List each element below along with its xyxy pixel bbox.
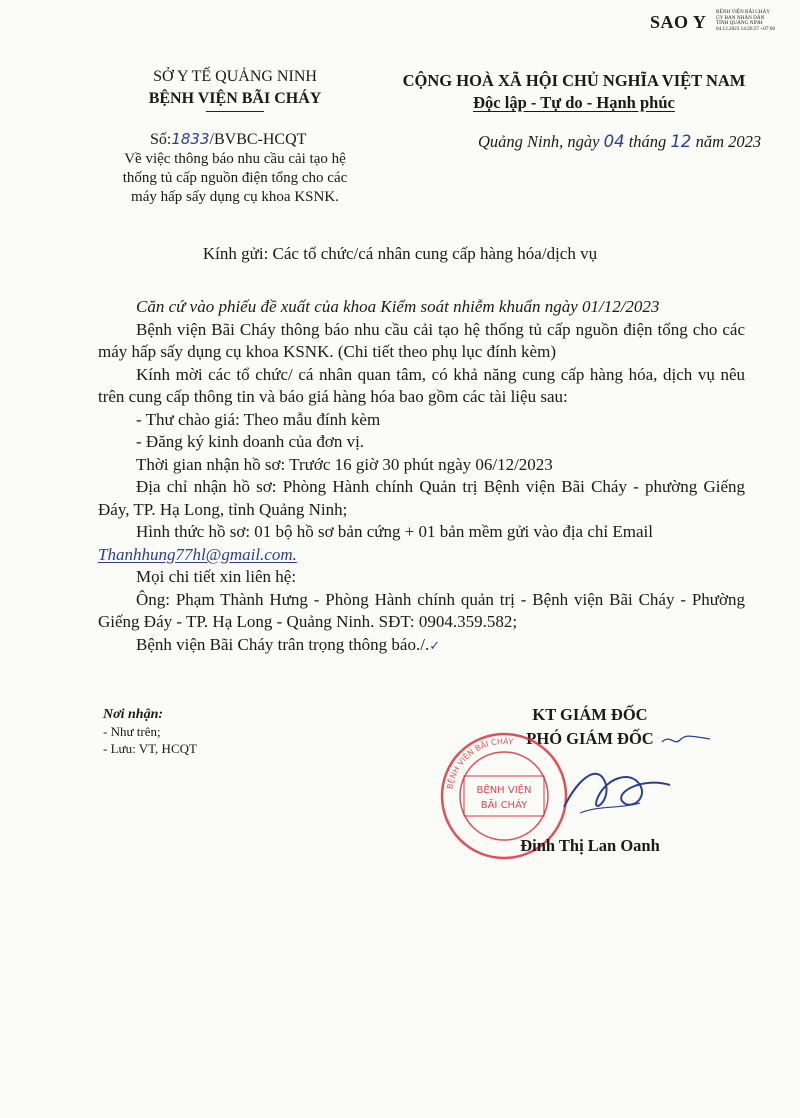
legal-basis: Căn cứ vào phiếu đề xuất của khoa Kiểm soát nhiễm khuẩn ngày 01/12/2023: [136, 297, 660, 316]
issue-date: [478, 132, 761, 152]
initials-mark: ✓: [429, 638, 441, 654]
email-line: [98, 544, 745, 567]
agency-name: SỞ Y TẾ QUẢNG NINH: [153, 68, 317, 85]
number-prefix: Số:: [150, 131, 172, 148]
seal-center-line: BỆNH VIỆN: [476, 785, 532, 796]
stamp-details: [716, 10, 798, 32]
date-day: 04: [603, 132, 625, 151]
contact-intro: Mọi chi tiết xin liên hệ:: [136, 567, 297, 586]
copy-stamp: [650, 6, 795, 36]
signer-title: PHÓ GIÁM ĐỐC: [526, 729, 654, 748]
stamp-line: 04.12.2023 14:26:37 +07:00: [716, 25, 776, 32]
stamp-line: BỆNH VIỆN BÃI CHÁY: [716, 9, 770, 15]
number-suffix: /BVBC-HCQT: [209, 131, 307, 148]
hospital-name: BỆNH VIỆN BÃI CHÁY: [148, 90, 322, 107]
stamp-line: TỈNH QUẢNG NINH: [716, 20, 763, 27]
submission-address: Địa chỉ nhận hồ sơ: Phòng Hành chính Quản trị Bệnh viện Bãi Cháy - phường Giếng Đáy, TP. Hạ Long, tỉnh Quảng Ninh;: [98, 477, 745, 519]
national-header: [388, 70, 760, 114]
closing-text: Bệnh viện Bãi Cháy trân trọng thông báo./.: [136, 634, 430, 654]
svg-text:BỆNH VIỆN BÃI CHÁY: [445, 735, 514, 790]
salutation: Kính gửi: Các tổ chức/cá nhân cung cấp hàng hóa/dịch vụ: [202, 244, 598, 263]
country-name: CỘNG HOÀ XÃ HỘI CHỦ NGHĨA VIỆT NAM: [402, 71, 746, 90]
signer-name: Đinh Thị Lan Oanh: [520, 836, 660, 855]
bullet-item: - Đăng ký kinh doanh của đơn vị.: [136, 432, 365, 451]
recipients-heading: Nơi nhận:: [103, 707, 164, 722]
seal-ring-text: BỆNH VIỆN BÃI CHÁY: [445, 736, 514, 790]
copy-label: SAO Y: [650, 12, 707, 32]
document-subject: Về việc thông báo nhu cầu cải tạo hệ thống tủ cấp nguồn điện tổng cho các máy hấp sấy dụng cụ khoa KSNK.: [122, 151, 348, 205]
motto-text: Độc lập - Tự do - Hạnh phúc: [473, 93, 675, 112]
national-motto: [388, 92, 760, 114]
date-prefix: Quảng Ninh, ngày: [478, 132, 600, 151]
date-month-word: tháng: [628, 132, 667, 151]
contact-details: Ông: Phạm Thành Hưng - Phòng Hành chính quản trị - Bệnh viện Bãi Cháy - Phường Giếng Đáy - TP. Hạ Long - Quảng Ninh. SĐT: 0904.359.582;: [98, 589, 745, 631]
submission-deadline: Thời gian nhận hồ sơ: Trước 16 giờ 30 phút ngày 06/12/2023: [136, 454, 553, 474]
issuer-header: [110, 66, 360, 112]
bullet-item: - Thư chào giá: Theo mẫu đính kèm: [136, 409, 381, 429]
email-link[interactable]: Thanhhung77hl@gmail.com.: [98, 544, 297, 564]
recipient-item: - Như trên;: [103, 724, 161, 739]
signer-role: KT GIÁM ĐỐC: [532, 705, 648, 724]
header-underline: [206, 111, 264, 112]
stamp-line: ỦY BAN NHÂN DÂN: [716, 14, 765, 21]
date-month: 12: [670, 132, 692, 151]
closing-line: [98, 634, 745, 659]
seal-center-line: BÃI CHÁY: [480, 800, 528, 811]
recipients-block: [103, 706, 303, 757]
paragraph-invitation: Kính mời các tổ chức/ cá nhân quan tâm, có khả năng cung cấp hàng hóa, dịch vụ nêu trên cung cấp thông tin và báo giá hàng hóa bao gồm các tài liệu sau:: [98, 364, 745, 406]
date-year: năm 2023: [695, 132, 762, 151]
number-handwritten: 1833: [171, 130, 210, 148]
recipient-item: - Lưu: VT, HCQT: [103, 741, 197, 756]
submission-form: Hình thức hồ sơ: 01 bộ hồ sơ bản cứng + 01 bản mềm gửi vào địa chỉ Email: [136, 522, 653, 541]
paragraph-notice: Bệnh viện Bãi Cháy thông báo nhu cầu cải tạo hệ thống tủ cấp nguồn điện tổng cho các máy hấp sấy dụng cụ khoa KSNK. (Chi tiết theo phụ lục đính kèm): [98, 319, 745, 361]
document-number: [150, 130, 306, 149]
document-body: [98, 296, 745, 658]
initial-flourish: [660, 730, 712, 748]
handwritten-signature: [560, 755, 675, 825]
